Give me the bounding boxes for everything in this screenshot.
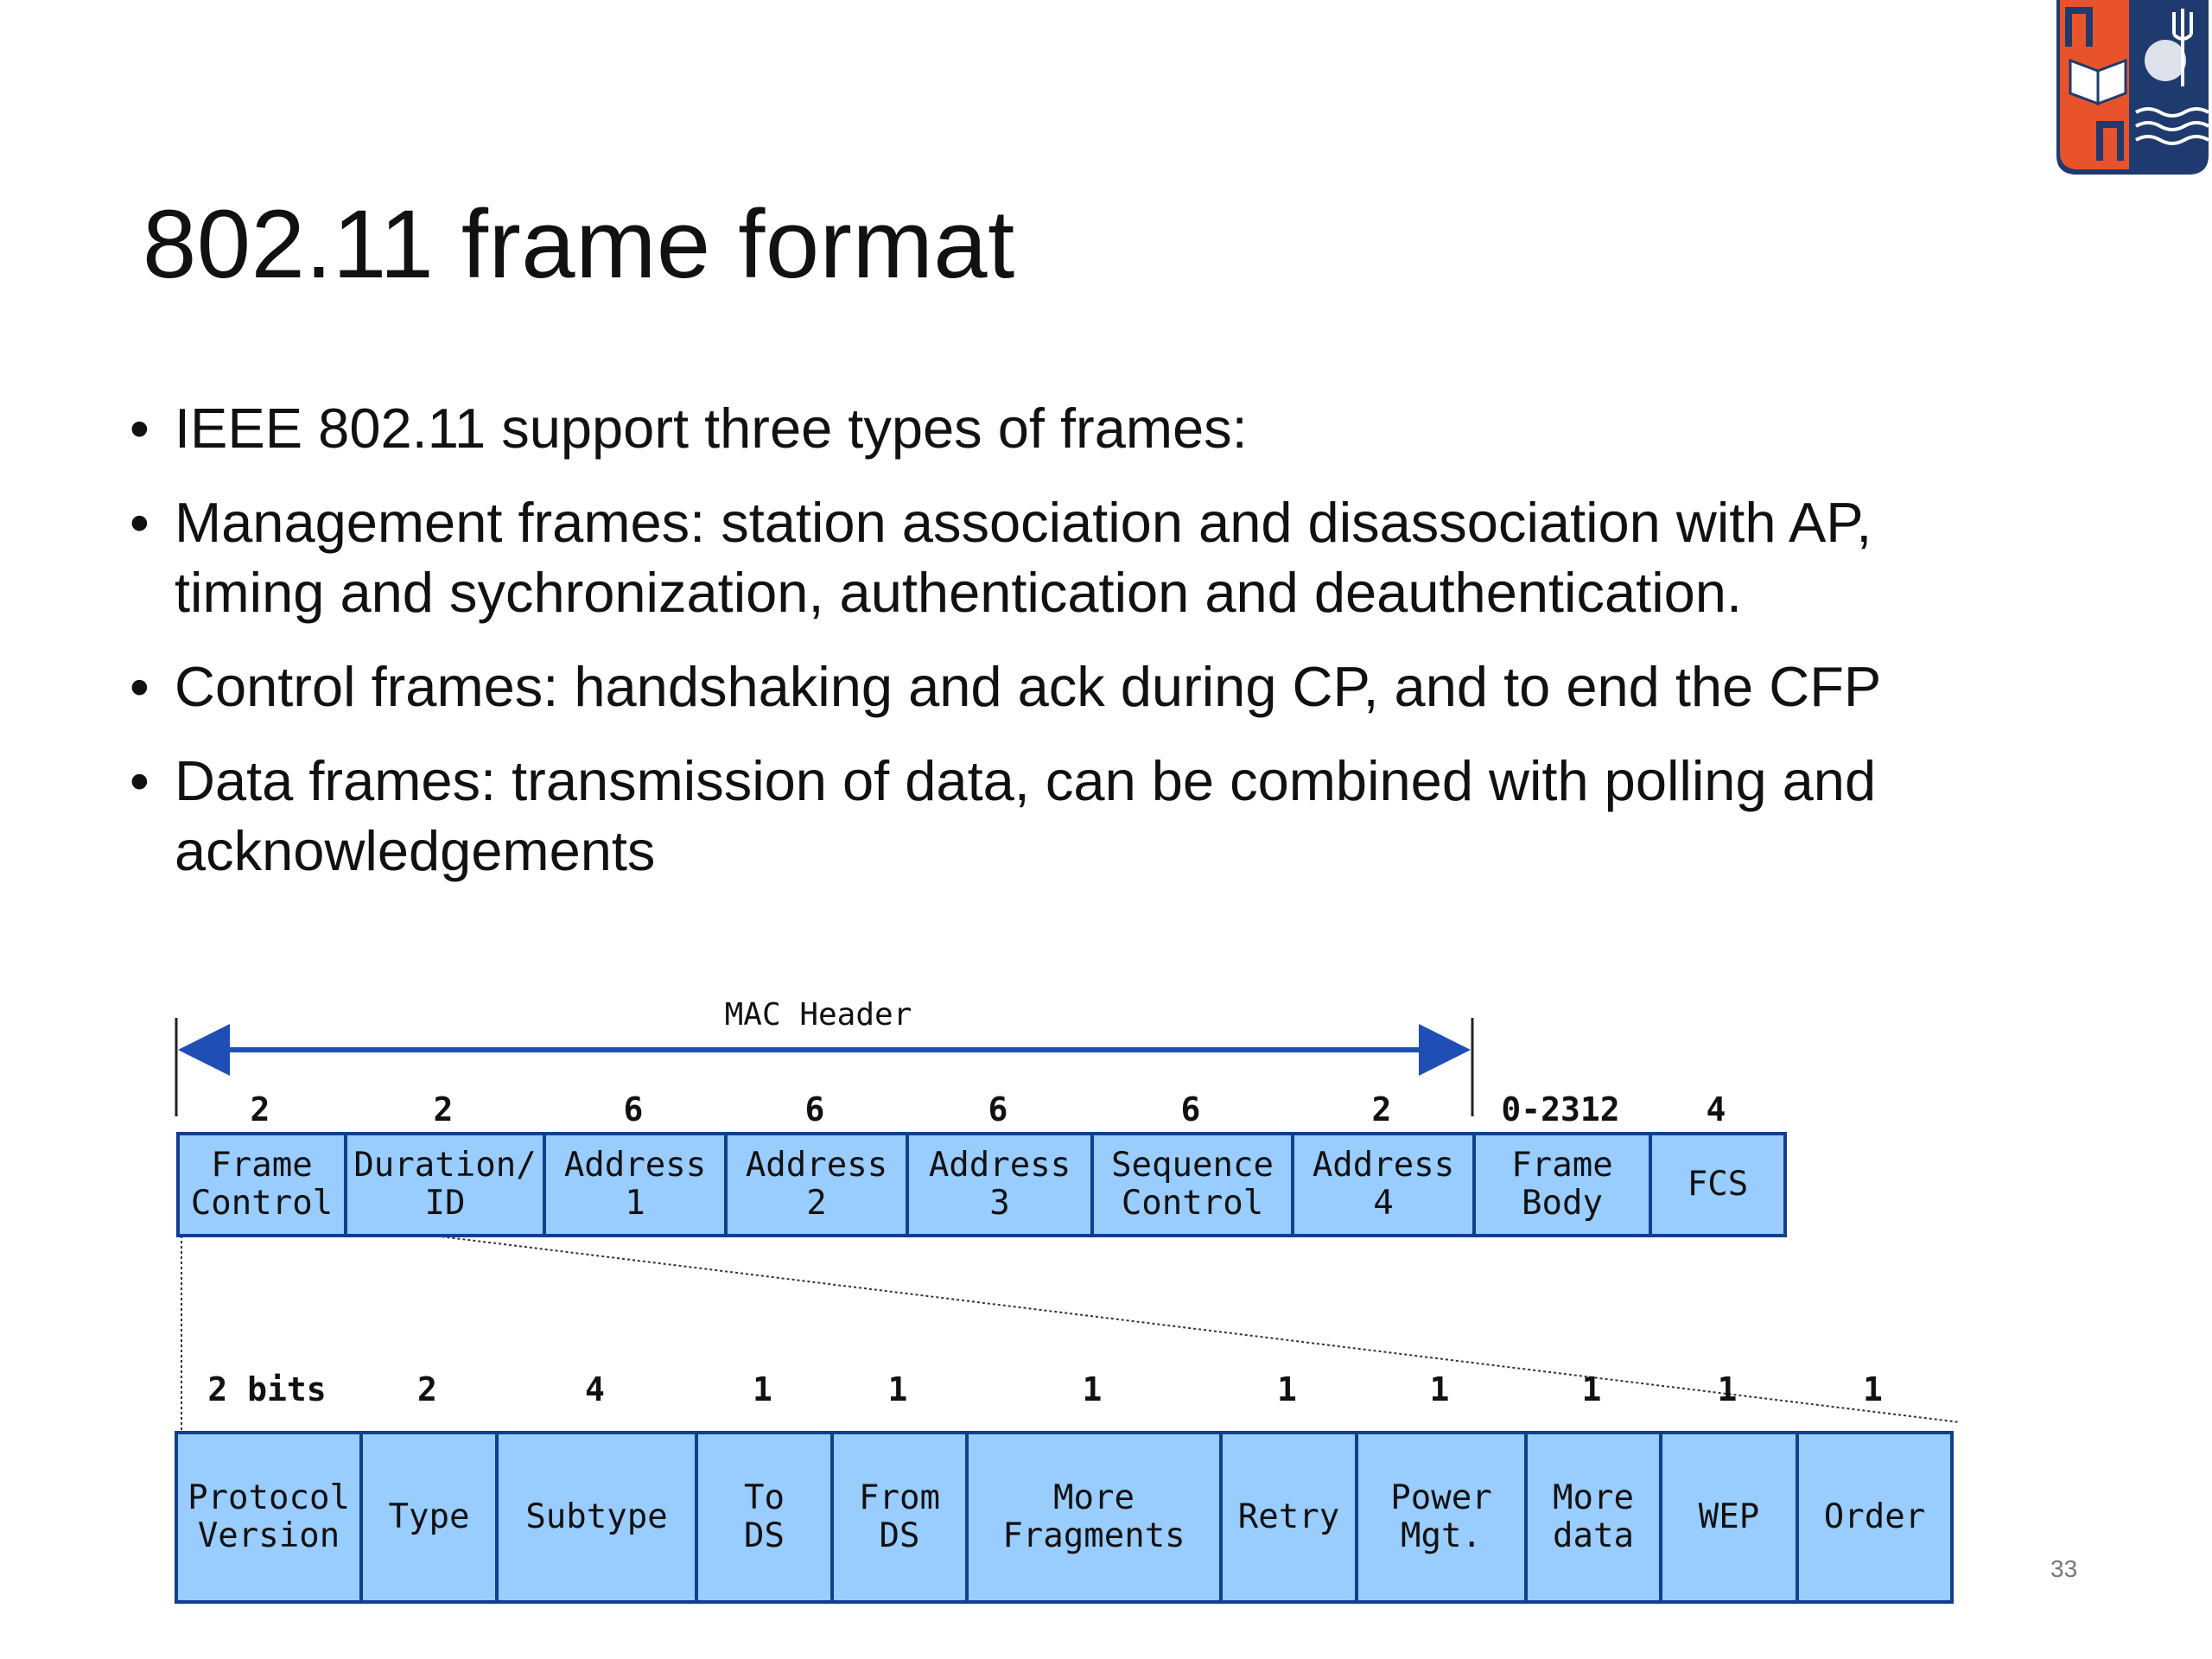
bullet-text: Control frames: handshaking and ack during CP, and to end the CFP <box>175 655 1882 718</box>
bullet-text: Data frames: transmission of data, can be combined with polling and acknowledgements <box>175 749 1877 882</box>
frame-control-field: More Fragments <box>965 1431 1223 1604</box>
mac-frame-field: Frame Body <box>1472 1132 1652 1237</box>
mac-frame-size-label: 4 <box>1706 1090 1726 1128</box>
frame-control-size-label: 1 <box>1581 1370 1602 1408</box>
mac-header-label: MAC Header <box>724 997 912 1033</box>
mac-frame-size-label: 6 <box>804 1090 825 1128</box>
mac-frame-size-label: 0-2312 <box>1501 1090 1620 1128</box>
frame-control-field: Retry <box>1219 1431 1358 1604</box>
frame-control-size-label: 1 <box>1277 1370 1297 1408</box>
mac-frame-field: Address 3 <box>906 1132 1094 1237</box>
frame-control-field: From DS <box>830 1431 969 1604</box>
frame-control-size-label: 2 <box>417 1370 437 1408</box>
mac-frame-size-label: 6 <box>1180 1090 1201 1128</box>
frame-control-size-label: 4 <box>585 1370 605 1408</box>
mac-frame-field: Frame Control <box>176 1132 347 1237</box>
frame-control-size-label: 1 <box>1863 1370 1883 1408</box>
mac-frame-size-label: 2 <box>250 1090 270 1128</box>
mac-frame-field: Address 4 <box>1291 1132 1476 1237</box>
mac-frame-field: Address 1 <box>543 1132 728 1237</box>
mac-frame-size-label: 6 <box>623 1090 644 1128</box>
mac-frame-size-label: 2 <box>433 1090 454 1128</box>
bullet-dot: • <box>130 749 149 812</box>
frame-control-field: Subtype <box>495 1431 698 1604</box>
mac-frame-field: Sequence Control <box>1090 1132 1294 1237</box>
mac-frame-field: Duration/ ID <box>344 1132 546 1237</box>
bullet-dot: • <box>130 397 149 460</box>
frame-control-field: Power Mgt. <box>1355 1431 1528 1604</box>
mac-frame-size-label: 6 <box>988 1090 1008 1128</box>
page-number: 33 <box>2050 1555 2078 1582</box>
frame-control-field: WEP <box>1659 1431 1799 1604</box>
frame-control-size-label: 1 <box>1082 1370 1103 1408</box>
frame-control-size-label: 1 <box>887 1370 908 1408</box>
frame-control-field: Type <box>359 1431 499 1604</box>
frame-control-size-label: 1 <box>1717 1370 1738 1408</box>
bullet-text: IEEE 802.11 support three types of frames: <box>175 397 1248 460</box>
bullet-text: Management frames: station association and disassociation with AP, timing and sychronization, authentication and deauthentication. <box>175 491 1872 624</box>
frame-control-field: More data <box>1524 1431 1662 1604</box>
bullet-dot: • <box>130 655 149 718</box>
mac-frame-field: FCS <box>1649 1132 1787 1237</box>
mac-frame-size-label: 2 <box>1371 1090 1392 1128</box>
frame-control-size-label: 1 <box>1429 1370 1450 1408</box>
frame-control-field: Protocol Version <box>175 1431 363 1604</box>
bullet-dot: • <box>130 491 149 554</box>
frame-control-size-label: 1 <box>753 1370 772 1408</box>
slide-title: 802.11 frame format <box>143 190 1015 298</box>
mac-frame-field: Address 2 <box>724 1132 909 1237</box>
frame-control-field: To DS <box>695 1431 834 1604</box>
frame-control-size-label: 2 bits <box>207 1370 327 1408</box>
frame-control-field: Order <box>1796 1431 1954 1604</box>
